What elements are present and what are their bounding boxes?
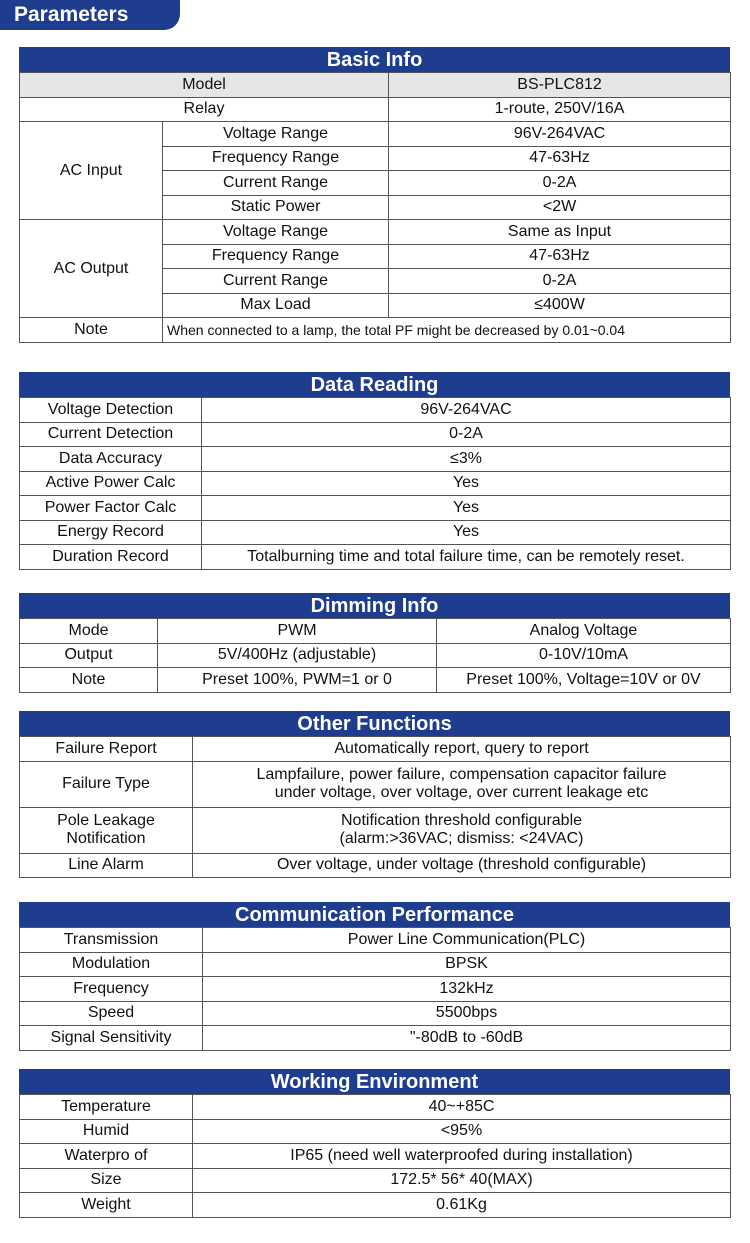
cell-value: 5500bps [203,1001,731,1026]
cell-value: 0-2A [389,269,731,294]
cell-value: Analog Voltage [437,619,731,644]
cell-value-line: Notification threshold configurable [340,812,583,829]
dimming-info-section [19,593,730,693]
cell-label: Waterpro of [20,1144,193,1169]
cell-value: <95% [193,1119,731,1144]
cell-label: Failure Type [20,761,193,807]
section-title: Dimming Info [19,593,730,618]
cell-label: Frequency Range [163,244,389,269]
cell-value: 5V/400Hz (adjustable) [158,643,437,668]
cell-value: Automatically report, query to report [193,737,731,762]
cell-label: Speed [20,1001,203,1026]
table-row [20,643,731,668]
table-row [20,1144,731,1169]
table-row [20,496,731,521]
relay-label: Relay [20,97,389,122]
relay-value: 1-route, 250V/16A [389,97,731,122]
cell-label-line: Pole Leakage [57,812,155,829]
table-row [20,737,731,762]
ac-output-label: AC Output [20,220,163,318]
cell-label: Data Accuracy [20,447,202,472]
table-row [20,471,731,496]
cell-value: Yes [202,496,731,521]
cell-label: Current Range [163,269,389,294]
cell-label: Static Power [163,195,389,220]
other-functions-table [19,736,731,878]
cell-value: Yes [202,520,731,545]
cell-value: IP65 (need well waterproofed during installation) [193,1144,731,1169]
cell-value: Preset 100%, PWM=1 or 0 [158,668,437,693]
cell-value: Over voltage, under voltage (threshold configurable) [193,853,731,878]
cell-value-line: under voltage, over voltage, over current leakage etc [274,784,649,801]
cell-label: Voltage Detection [20,398,202,423]
table-row [20,1001,731,1026]
cell-label: Frequency Range [163,146,389,171]
ac-input-label: AC Input [20,122,163,220]
cell-label: Power Factor Calc [20,496,202,521]
table-row [20,447,731,472]
cell-label: Duration Record [20,545,202,570]
cell-value: Preset 100%, Voltage=10V or 0V [437,668,731,693]
cell-label: Energy Record [20,520,202,545]
cell-label: Size [20,1168,193,1193]
cell-value: Power Line Communication(PLC) [203,928,731,953]
section-title: Data Reading [19,372,730,397]
cell-value: 0.61Kg [193,1193,731,1218]
data-reading-table [19,397,731,570]
other-functions-section [19,711,730,878]
basic-info-section [19,47,730,343]
cell-label: Mode [20,619,158,644]
cell-label: Frequency [20,977,203,1002]
cell-value: ≤400W [389,293,731,318]
cell-value: 47-63Hz [389,244,731,269]
cell-value: BPSK [203,952,731,977]
table-row [20,1026,731,1051]
cell-value: PWM [158,619,437,644]
section-title: Communication Performance [19,902,730,927]
cell-value: 96V-264VAC [389,122,731,147]
section-title: Basic Info [19,47,730,72]
table-row [20,928,731,953]
cell-label: Weight [20,1193,193,1218]
section-title: Working Environment [19,1069,730,1094]
table-row [20,1168,731,1193]
communication-table [19,927,731,1051]
model-value: BS-PLC812 [389,73,731,98]
model-label: Model [20,73,389,98]
cell-label: Humid [20,1119,193,1144]
section-title: Other Functions [19,711,730,736]
table-row [20,545,731,570]
working-environment-section [19,1069,730,1218]
table-row [20,520,731,545]
cell-value: Same as Input [389,220,731,245]
cell-label: Failure Report [20,737,193,762]
cell-label: Temperature [20,1095,193,1120]
page-tab: Parameters [0,0,180,30]
cell-value: "-80dB to -60dB [203,1026,731,1051]
cell-label-line: Notification [66,830,146,847]
table-row [20,318,731,343]
communication-section [19,902,730,1051]
cell-value-line: Lampfailure, power failure, compensation capacitor failure [256,766,667,783]
cell-label: Line Alarm [20,853,193,878]
working-environment-table [19,1094,731,1218]
cell-label: Voltage Range [163,122,389,147]
cell-label: Modulation [20,952,203,977]
cell-value: Yes [202,471,731,496]
cell-value: 0-10V/10mA [437,643,731,668]
cell-value [193,761,731,807]
cell-label: Signal Sensitivity [20,1026,203,1051]
table-row [20,398,731,423]
cell-label: Voltage Range [163,220,389,245]
cell-label: Current Range [163,171,389,196]
cell-value: 96V-264VAC [202,398,731,423]
cell-value: 0-2A [389,171,731,196]
table-row [20,619,731,644]
note-value: When connected to a lamp, the total PF might be decreased by 0.01~0.04 [163,318,731,343]
table-row [20,761,731,807]
cell-label [20,807,193,853]
table-row [20,73,731,98]
table-row [20,122,731,147]
cell-label: Max Load [163,293,389,318]
data-reading-section [19,372,730,570]
table-row [20,1193,731,1218]
table-row [20,220,731,245]
cell-value: 40~+85C [193,1095,731,1120]
table-row [20,807,731,853]
table-row [20,952,731,977]
table-row [20,977,731,1002]
cell-value: <2W [389,195,731,220]
cell-label: Active Power Calc [20,471,202,496]
table-row [20,668,731,693]
cell-label: Transmission [20,928,203,953]
cell-value: 132kHz [203,977,731,1002]
cell-value: Totalburning time and total failure time, can be remotely reset. [202,545,731,570]
cell-value [193,807,731,853]
cell-label: Current Detection [20,422,202,447]
table-row [20,1119,731,1144]
table-row [20,853,731,878]
dimming-info-table [19,618,731,693]
cell-label: Output [20,643,158,668]
table-row [20,422,731,447]
table-row [20,1095,731,1120]
cell-label: Note [20,668,158,693]
cell-value: 47-63Hz [389,146,731,171]
cell-value: 0-2A [202,422,731,447]
cell-value: 172.5* 56* 40(MAX) [193,1168,731,1193]
table-row [20,97,731,122]
cell-value-line: (alarm:>36VAC; dismiss: <24VAC) [339,830,584,847]
note-label: Note [20,318,163,343]
cell-value: ≤3% [202,447,731,472]
basic-info-table [19,72,731,343]
